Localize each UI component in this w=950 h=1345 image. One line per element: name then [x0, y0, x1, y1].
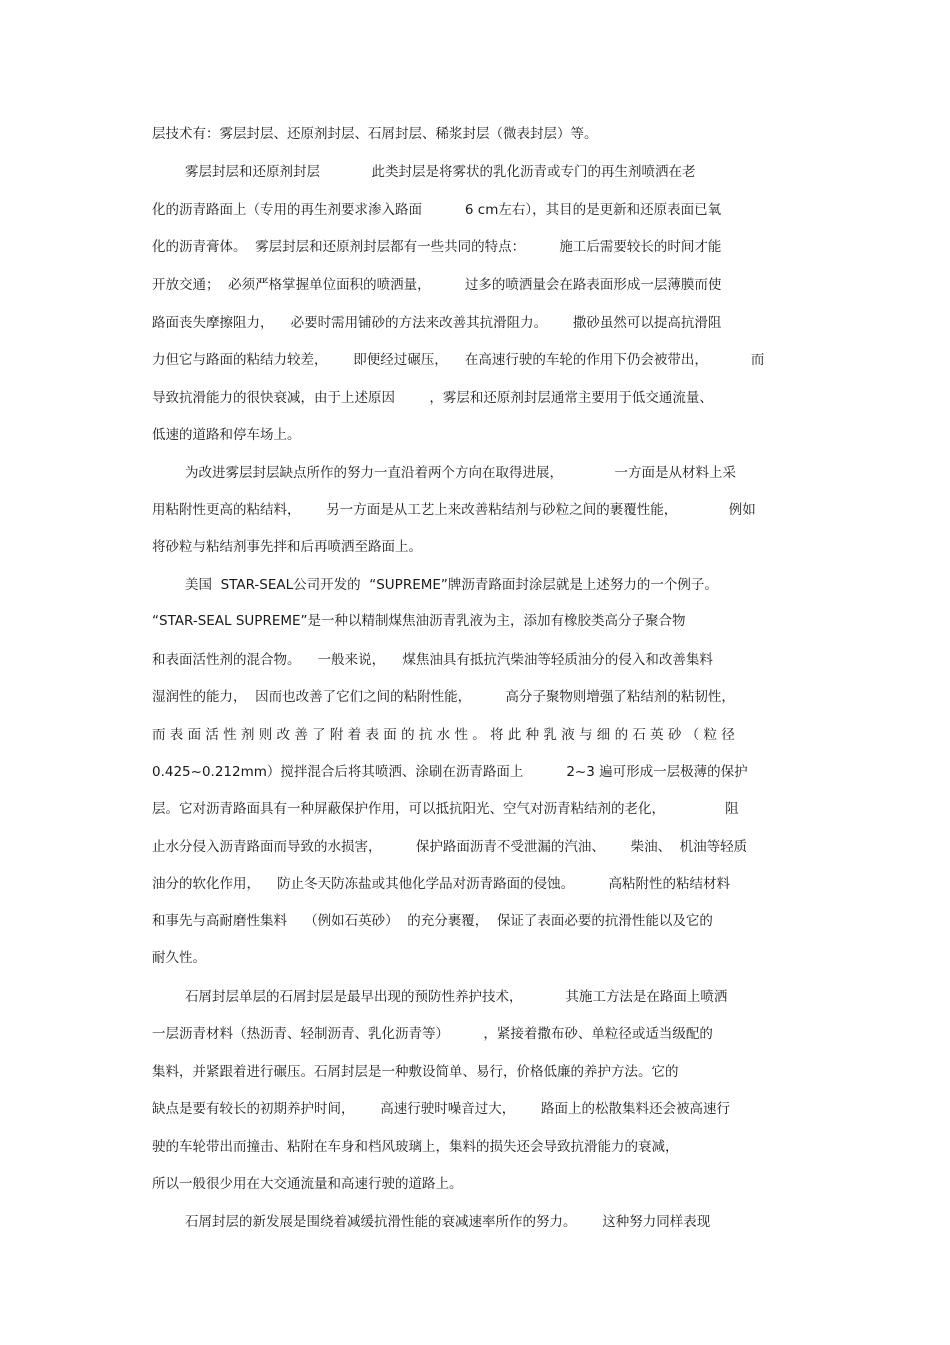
text-line: 耐久性。 — [152, 950, 206, 966]
text-line: 所以一般很少用在大交通流量和高速行驶的道路上。 — [152, 1176, 463, 1192]
text-line: 石屑封层的新发展是围绕着减缓抗滑性能的衰减速率所作的努力。 这种努力同样表现 — [185, 1214, 711, 1230]
text-line: 用粘附性更高的粘结料， 另一方面是从工艺上来改善粘结剂与砂粒之间的裹覆性能， 例如 — [152, 502, 756, 518]
text-line: 一层沥青材料（热沥青、轻制沥青、乳化沥青等） ，紧接着撒布砂、单粒径或适当级配的 — [152, 1026, 713, 1042]
text-line: 美国 STAR-SEAL公司开发的 “SUPREME”牌沥青路面封涂层就是上述努力的一个例子。 — [185, 577, 718, 593]
text-line: 路面丧失摩擦阻力， 必要时需用铺砂的方法来改善其抗滑阻力。 撒砂虽然可以提高抗滑阻 — [152, 315, 722, 331]
text-line: “STAR-SEAL SUPREME”是一种以精制煤焦油沥青乳液为主，添加有橡胶类高分子聚合物 — [152, 613, 686, 629]
text-line: 缺点是要有较长的初期养护时间， 高速行驶时噪音过大， 路面上的松散集料还会被高速行 — [152, 1101, 730, 1117]
text-line: 油分的软化作用， 防止冬天防冻盐或其他化学品对沥青路面的侵蚀。 高粘附性的粘结材料 — [152, 876, 730, 892]
text-line: 将砂粒与粘结剂事先拌和后再喷洒至路面上。 — [152, 539, 422, 555]
text-line: 导致抗滑能力的很快衰减，由于上述原因 ，雾层和还原剂封层通常主要用于低交通流量、 — [152, 390, 713, 406]
text-line: 集料，并紧跟着进行碾压。石屑封层是一种敷设简单、易行，价格低廉的养护方法。它的 — [152, 1064, 679, 1080]
text-line: 为改进雾层封层缺点所作的努力一直沿着两个方向在取得进展， 一方面是从材料上采 — [185, 465, 736, 481]
text-line: 石屑封层单层的石屑封层是最早出现的预防性养护技术， 其施工方法是在路面上喷洒 — [185, 989, 728, 1005]
text-line: 层。它对沥青路面具有一种屏蔽保护作用，可以抵抗阳光、空气对沥青粘结剂的老化， 阻 — [152, 801, 739, 817]
text-line: 雾层封层和还原剂封层 此类封层是将雾状的乳化沥青或专门的再生剂喷洒在老 — [185, 164, 696, 180]
text-line: 0.425~0.212mm）搅拌混合后将其喷洒、涂刷在沥青路面上 2~3 遍可形成一层极薄的保护 — [152, 764, 748, 780]
text-line: 止水分侵入沥青路面而导致的水损害， 保护路面沥青不受泄漏的汽油、 柴油、 机油等轻质 — [152, 839, 748, 855]
text-line: 而 表 面 活 性 剂 则 改 善 了 附 着 表 面 的 抗 水 性 。 将 此 种 乳 液 与 细 的 石 英 砂 （ 粒 径 — [152, 727, 735, 743]
text-line: 层技术有：雾层封层、还原剂封层、石屑封层、稀浆封层（微表封层）等。 — [152, 126, 598, 142]
text-line: 力但它与路面的粘结力较差， 即便经过碾压， 在高速行驶的车轮的作用下仍会被带出， 而 — [152, 352, 765, 368]
text-line: 湿润性的能力， 因而也改善了它们之间的粘附性能， 高分子聚物则增强了粘结剂的粘韧性， — [152, 689, 735, 705]
text-line: 和事先与高耐磨性集料 （例如石英砂） 的充分裹覆， 保证了表面必要的抗滑性能以及它的 — [152, 913, 713, 929]
text-line: 化的沥青路面上（专用的再生剂要求渗入路面 6 cm左右），其目的是更新和还原表面已氧 — [152, 202, 722, 218]
text-line: 和表面活性剂的混合物。 一般来说， 煤焦油具有抵抗汽柴油等轻质油分的侵入和改善集料 — [152, 652, 713, 668]
text-line: 开放交通； 必须严格掌握单位面积的喷洒量， 过多的喷洒量会在路表面形成一层薄膜而使 — [152, 277, 722, 293]
text-line: 低速的道路和停车场上。 — [152, 427, 301, 443]
text-line: 驶的车轮带出而撞击、粘附在车身和档风玻璃上，集料的损失还会导致抗滑能力的衰减， — [152, 1139, 679, 1155]
text-line: 化的沥青膏体。 雾层封层和还原剂封层都有一些共同的特点： 施工后需要较长的时间才能 — [152, 239, 722, 255]
